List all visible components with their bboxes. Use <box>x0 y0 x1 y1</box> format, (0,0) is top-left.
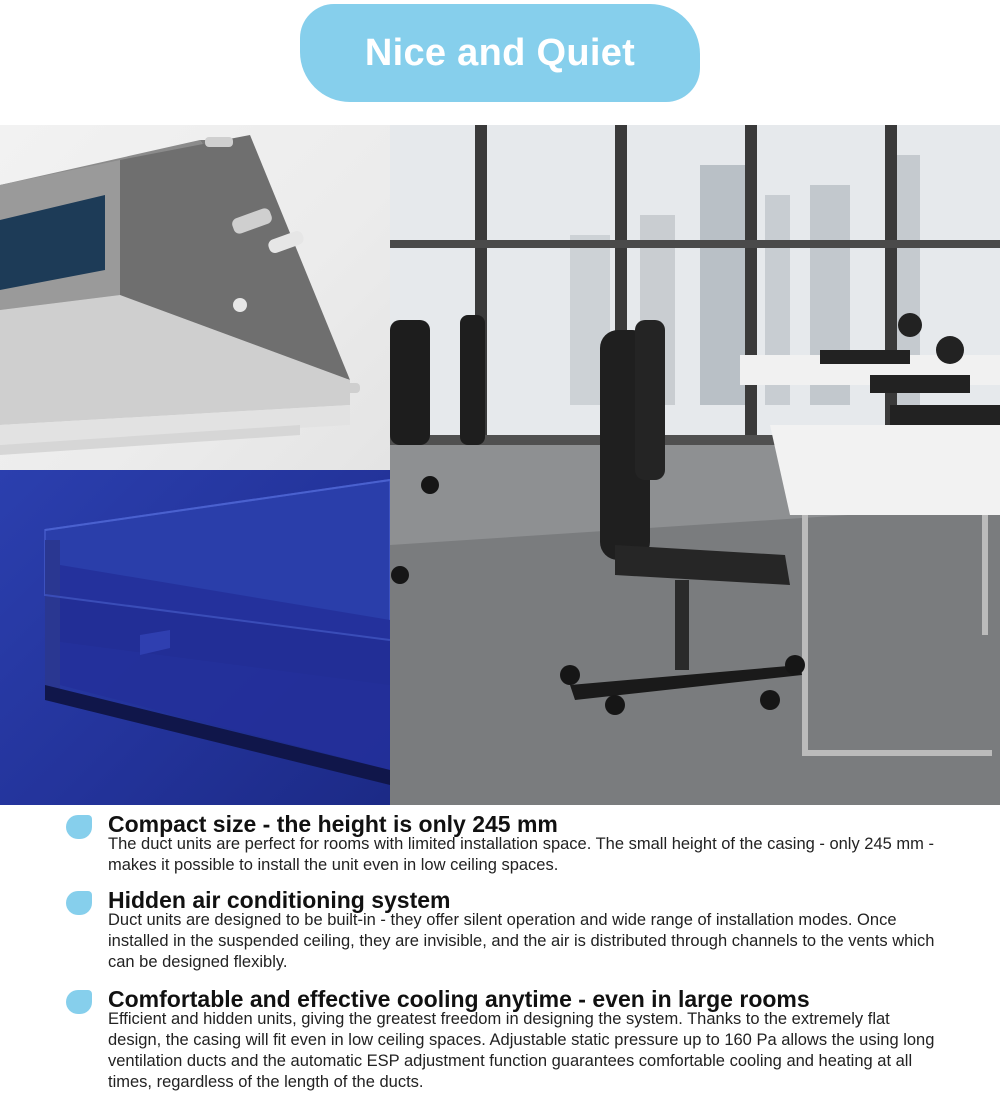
feature-title: Comfortable and effective cooling anytime - even in large rooms <box>108 986 810 1012</box>
duct-unit-illustration <box>0 125 390 470</box>
page-title: Nice and Quiet <box>364 31 636 74</box>
feature-title: Compact size - the height is only 245 mm <box>108 811 558 837</box>
feature-description: The duct units are perfect for rooms with limited installation space. The small height of the casing - only 245 mm - makes it possible to install the unit even in low ceiling spaces. <box>108 835 934 874</box>
hidden-unit-illustration <box>0 470 390 805</box>
leaf-bullet-icon <box>66 990 92 1014</box>
hidden-unit-image <box>0 470 390 805</box>
duct-unit-image <box>0 125 390 470</box>
feature-title: Hidden air conditioning system <box>108 887 451 913</box>
feature-description: Duct units are designed to be built-in - they offer silent operation and wide range of installation modes. Once installed in the suspended ceiling, they are invisible, and the air is distributed through channels to the vents which can be designed flexibly. <box>108 911 935 971</box>
office-interior-image <box>390 125 1000 805</box>
leaf-bullet-icon <box>66 815 92 839</box>
office-illustration <box>390 125 1000 805</box>
leaf-bullet-icon <box>66 891 92 915</box>
feature-description: Efficient and hidden units, giving the greatest freedom in designing the system. Thanks to the extremely flat design, the casing will fit even in low ceiling spaces. Adjustable static pressure up to 160 Pa allows the using long ventilation ducts and the automatic ESP adjustment function guarantees comfortable cooling and heating at all times, regardless of the length of the ducts. <box>108 1010 935 1091</box>
image-collage <box>0 125 1000 805</box>
title-banner <box>300 4 700 102</box>
